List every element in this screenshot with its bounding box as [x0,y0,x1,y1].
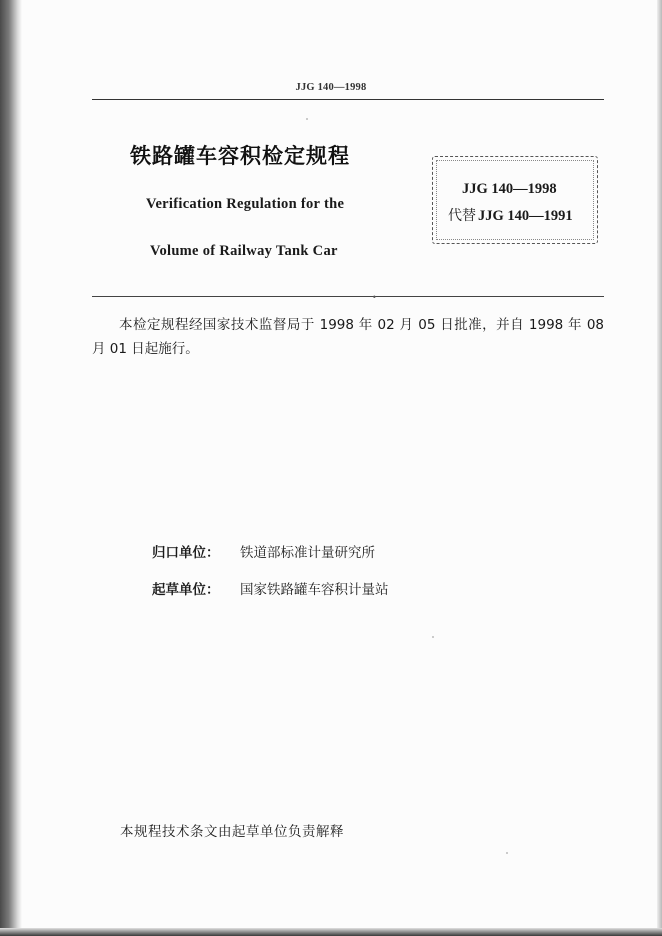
drafting-unit-value: 国家铁路罐车容积计量站 [240,582,389,598]
scan-left-edge [0,0,22,936]
title-english-line2: Volume of Railway Tank Car [150,243,338,259]
code-box-code: JJG 140—1998 [462,181,557,197]
header-standard-code: JJG 140—1998 [295,82,367,93]
drafting-unit-label: 起草单位： [152,582,220,598]
interpretation-note: 本规程技术条文由起草单位负责解释 [120,824,344,840]
title-chinese: 铁路罐车容积检定规程 [130,144,350,168]
code-box-replaces-label: 代替 [448,208,476,224]
title-english-line1: Verification Regulation for the [146,196,345,212]
responsible-unit-value: 铁道部标准计量研究所 [240,545,375,561]
code-box-replaces-code: JJG 140—1991 [478,208,573,224]
scan-bottom-edge [0,928,662,936]
responsible-unit-label: 归口单位： [152,545,220,561]
responsible-unit-row [152,541,375,561]
drafting-unit-row [152,578,389,598]
rule-mark: • [372,293,377,302]
standard-code-box [432,156,598,244]
section-rule [92,296,604,297]
code-box-replaces [448,205,573,225]
scan-speck [432,636,434,638]
code-box-inner-border [436,160,594,240]
header-rule [92,99,604,100]
scan-speck [506,852,508,854]
scan-speck [306,118,308,120]
approval-statement: 本检定规程经国家技术监督局于 1998 年 02 月 05 日批准，并自 1998 年 08 月 01 日起施行。 [92,317,604,357]
scan-right-edge [657,0,662,936]
